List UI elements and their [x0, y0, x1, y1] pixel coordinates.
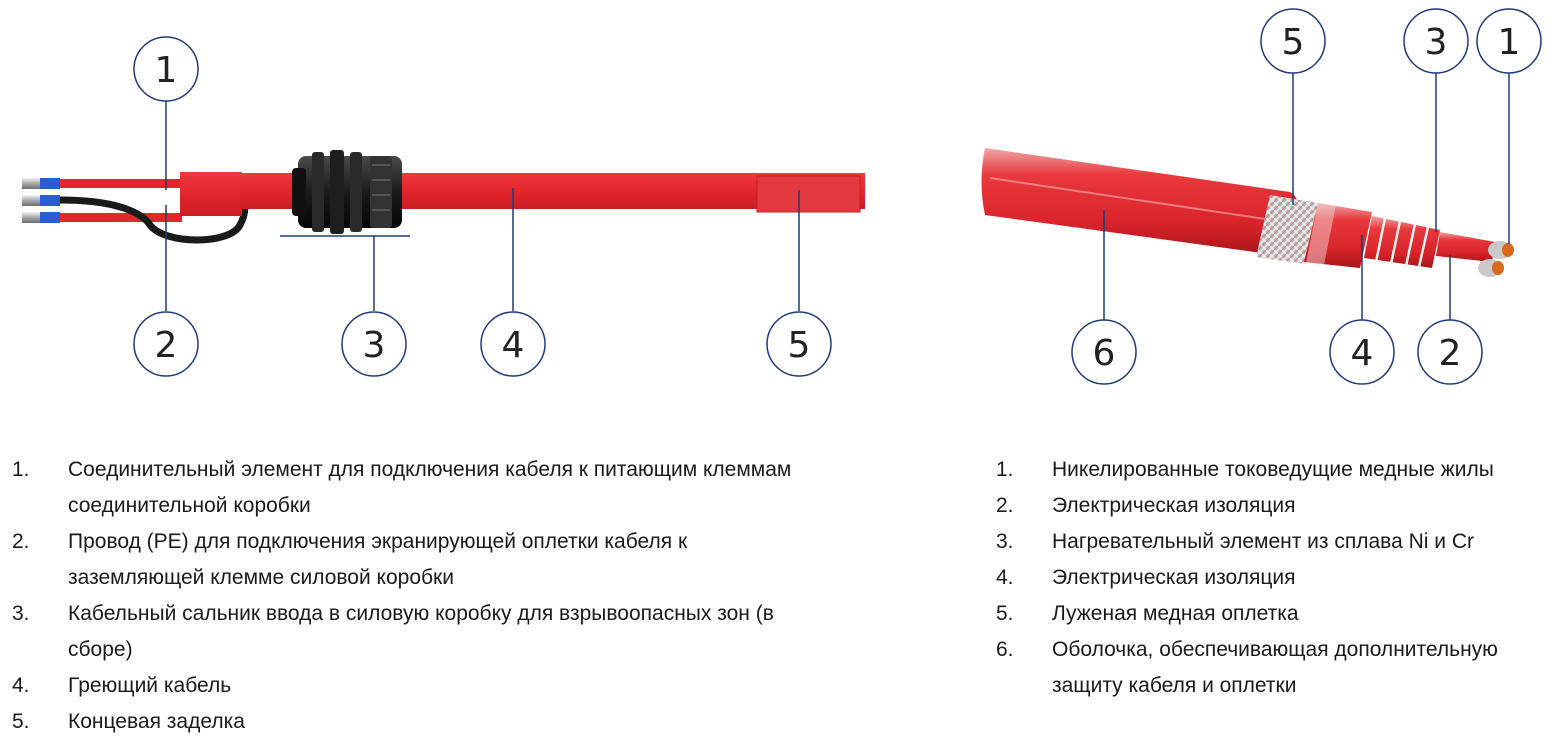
legend-text: Нагревательный элемент из сплава Ni и Cr [1052, 530, 1474, 553]
legend-text: Соединительный элемент для подключения кабеля к питающим клеммам соединительной коробки [68, 458, 792, 517]
right-legend-item-3 [996, 524, 1541, 560]
callout-right-1 [1477, 9, 1541, 73]
callout-left-3 [342, 312, 406, 376]
legend-number: 6. [996, 638, 1014, 661]
wire-insulation [1436, 232, 1495, 262]
legend-text: Концевая заделка [68, 710, 245, 733]
left-legend-item-4 [12, 668, 812, 704]
legend-text: Никелированные токоведущие медные жилы [1052, 458, 1494, 481]
legend-number: 1. [12, 458, 30, 481]
callout-left-1-label: 1 [154, 50, 178, 91]
callout-right-6 [1072, 320, 1136, 384]
callout-right-1-label: 1 [1497, 22, 1521, 63]
callout-left-3-label: 3 [362, 325, 386, 366]
legend-text: Кабельный сальник ввода в силовую коробку для взрывоопасных зон (в сборе) [68, 602, 774, 661]
right-legend-item-4 [996, 560, 1541, 596]
right-legend-item-5 [996, 596, 1541, 632]
right-legend [996, 452, 1541, 704]
legend-text: Провод (PE) для подключения экранирующей оплетки кабеля к заземляющей клемме силовой коробки [68, 530, 688, 589]
callout-right-2 [1418, 320, 1482, 384]
legend-text: Оболочка, обеспечивающая дополнительную защиту кабеля и оплетки [1052, 638, 1498, 697]
legend-number: 2. [996, 494, 1014, 517]
legend-number: 2. [12, 530, 30, 553]
callout-left-2 [134, 312, 198, 376]
callout-right-4 [1330, 320, 1394, 384]
right-legend-item-6 [996, 632, 1541, 704]
left-legend-item-2 [12, 524, 812, 596]
callout-left-5-label: 5 [787, 325, 811, 366]
callout-left-5 [767, 312, 831, 376]
legend-text: Луженая медная оплетка [1052, 602, 1299, 625]
callout-right-3-label: 3 [1424, 22, 1448, 63]
callout-right-5 [1261, 9, 1325, 73]
right-cable-cutaway [982, 148, 1515, 277]
cable-gland [292, 150, 402, 234]
callout-right-6-label: 6 [1092, 333, 1116, 374]
legend-number: 5. [996, 602, 1014, 625]
legend-number: 3. [12, 602, 30, 625]
outer-sheath [982, 148, 1300, 256]
left-legend-item-5 [12, 704, 812, 740]
legend-number: 4. [12, 674, 30, 697]
legend-number: 5. [12, 710, 30, 733]
end-termination [757, 176, 860, 212]
callout-left-1 [134, 37, 198, 101]
legend-text: Электрическая изоляция [1052, 494, 1296, 517]
callout-right-2-label: 2 [1438, 333, 1462, 374]
callout-left-4-label: 4 [501, 325, 525, 366]
callout-left-2-label: 2 [154, 325, 178, 366]
legend-text: Электрическая изоляция [1052, 566, 1296, 589]
callout-left-4 [481, 312, 545, 376]
left-legend-item-1 [12, 452, 812, 524]
left-cable-assembly [22, 150, 865, 240]
legend-number: 1. [996, 458, 1014, 481]
callout-right-3 [1404, 9, 1468, 73]
left-legend [12, 452, 812, 740]
callout-right-5-label: 5 [1281, 22, 1305, 63]
left-legend-item-3 [12, 596, 812, 668]
connector-element [180, 172, 242, 216]
legend-number: 4. [996, 566, 1014, 589]
right-legend-item-1 [996, 452, 1541, 488]
callout-right-4-label: 4 [1350, 333, 1374, 374]
legend-number: 3. [996, 530, 1014, 553]
right-legend-item-2 [996, 488, 1541, 524]
legend-text: Греющий кабель [68, 674, 232, 697]
